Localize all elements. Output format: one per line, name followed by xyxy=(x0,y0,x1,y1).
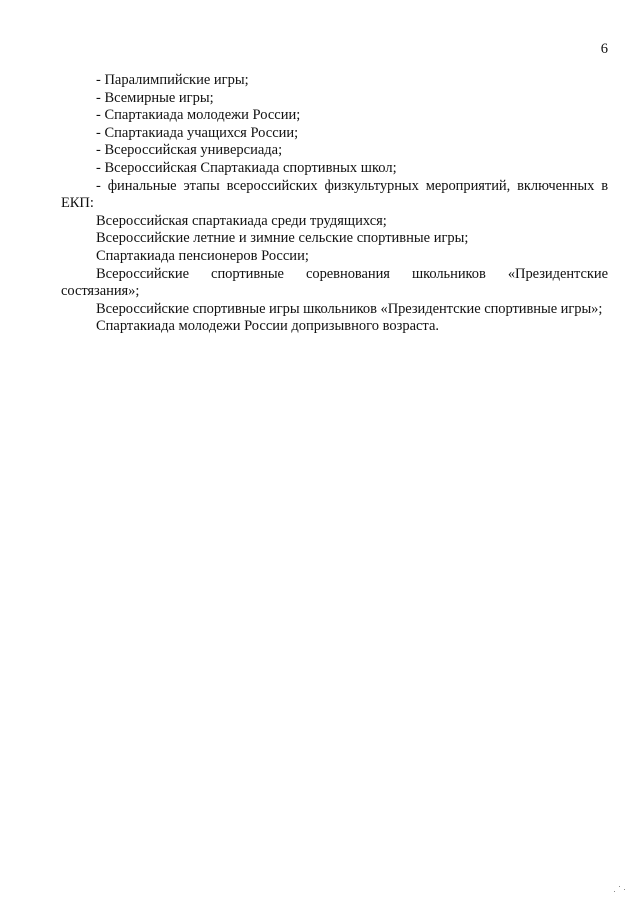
list-item: - Спартакиада молодежи России; xyxy=(96,107,301,124)
list-item: - Всемирные игры; xyxy=(96,89,214,106)
list-item: - Всероссийская Спартакиада спортивных школ; xyxy=(96,159,397,176)
list-item: Всероссийские спортивные игры школьников «Президентские спортивные игры»; xyxy=(96,300,603,317)
list-item: Всероссийская спартакиада среди трудящихся; xyxy=(96,212,387,229)
page-number: 6 xyxy=(600,41,608,57)
list-item: Всероссийские спортивные соревнования школьников «Президентские состязания»; xyxy=(61,265,608,300)
list-item: Спартакиада пенсионеров России; xyxy=(96,247,309,264)
list-item: - Всероссийская универсиада; xyxy=(96,142,283,159)
scan-artifact xyxy=(612,883,628,895)
document-body xyxy=(61,72,608,336)
list-item: - финальные этапы всероссийских физкультурных мероприятий, включенных в ЕКП: xyxy=(61,177,608,212)
list-item: Спартакиада молодежи России допризывного возраста. xyxy=(96,318,440,335)
list-item: Всероссийские летние и зимние сельские спортивные игры; xyxy=(96,230,469,247)
list-item: - Спартакиада учащихся России; xyxy=(96,124,299,141)
list-item: - Паралимпийские игры; xyxy=(96,72,249,88)
